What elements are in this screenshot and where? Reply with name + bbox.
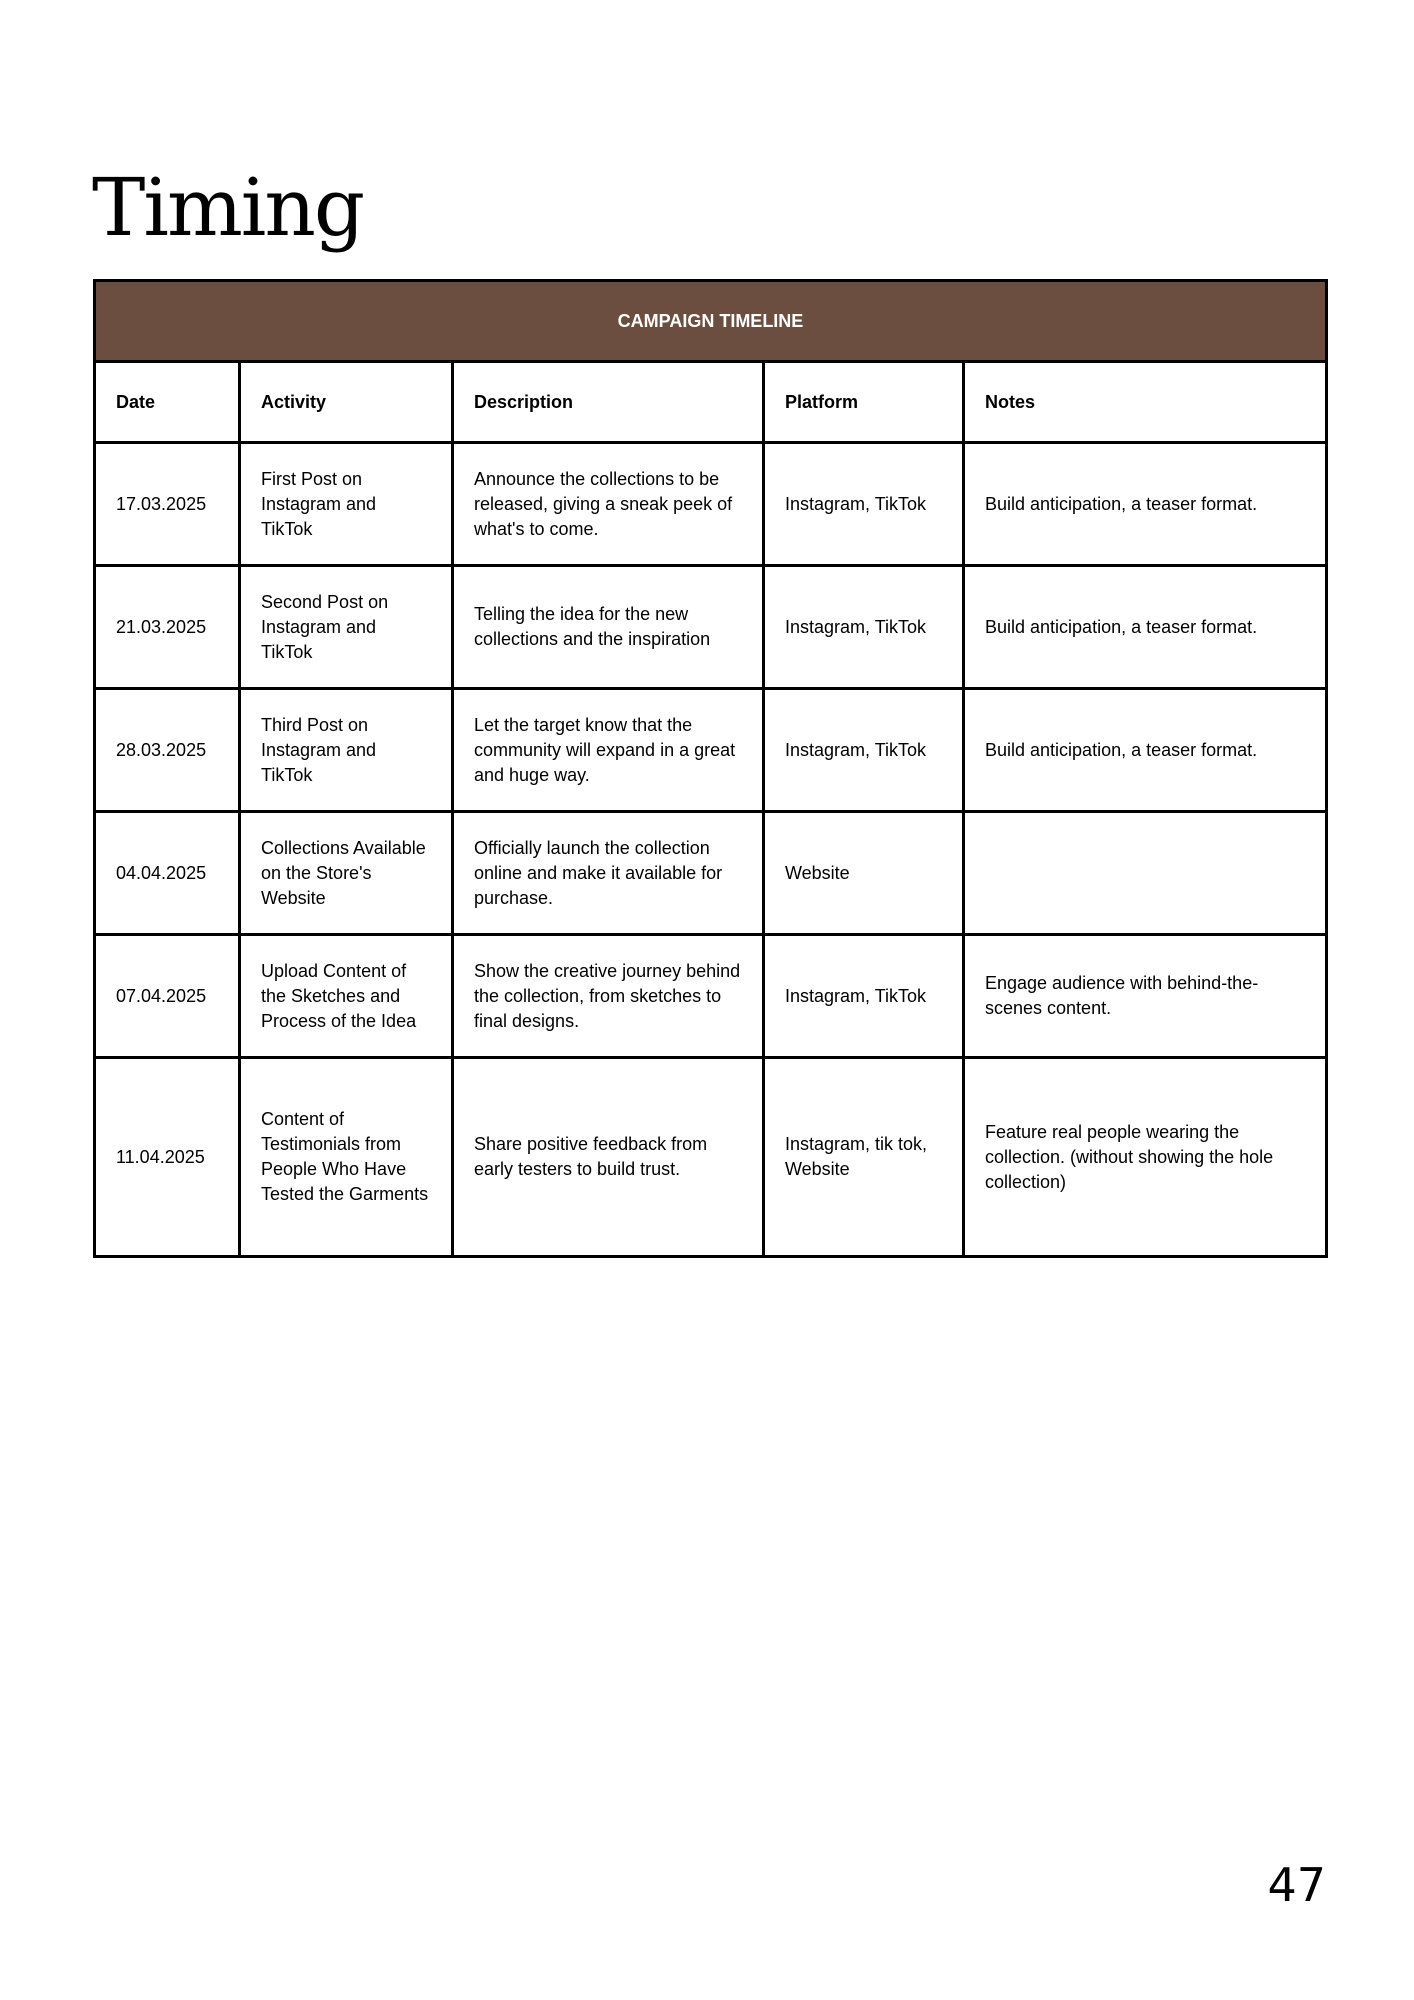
cell-platform: Instagram, TikTok [764, 689, 964, 812]
cell-description: Telling the idea for the new collections and the inspiration [453, 566, 764, 689]
cell-platform: Website [764, 812, 964, 935]
cell-activity: Third Post on Instagram and TikTok [240, 689, 453, 812]
cell-platform: Instagram, TikTok [764, 935, 964, 1058]
table-row [95, 566, 1327, 689]
cell-platform: Instagram, TikTok [764, 443, 964, 566]
page-title: Timing [92, 161, 364, 254]
column-header-date: Date [95, 362, 240, 443]
cell-description: Share positive feedback from early testers to build trust. [453, 1058, 764, 1257]
cell-activity: Second Post on Instagram and TikTok [240, 566, 453, 689]
cell-activity: Upload Content of the Sketches and Process of the Idea [240, 935, 453, 1058]
cell-activity: Collections Available on the Store's Website [240, 812, 453, 935]
column-header-activity: Activity [240, 362, 453, 443]
cell-date: 21.03.2025 [95, 566, 240, 689]
cell-date: 17.03.2025 [95, 443, 240, 566]
column-header-platform: Platform [764, 362, 964, 443]
column-header-description: Description [453, 362, 764, 443]
cell-date: 07.04.2025 [95, 935, 240, 1058]
table-row [95, 812, 1327, 935]
cell-description: Announce the collections to be released, giving a sneak peek of what's to come. [453, 443, 764, 566]
cell-platform: Instagram, TikTok [764, 566, 964, 689]
table-banner: CAMPAIGN TIMELINE [95, 281, 1327, 362]
cell-date: 11.04.2025 [95, 1058, 240, 1257]
campaign-timeline-table [93, 279, 1328, 1258]
cell-date: 28.03.2025 [95, 689, 240, 812]
table-row [95, 443, 1327, 566]
cell-platform: Instagram, tik tok, Website [764, 1058, 964, 1257]
cell-notes [964, 812, 1327, 935]
cell-activity: Content of Testimonials from People Who Have Tested the Garments [240, 1058, 453, 1257]
cell-notes: Build anticipation, a teaser format. [964, 566, 1327, 689]
cell-notes: Build anticipation, a teaser format. [964, 689, 1327, 812]
cell-description: Let the target know that the community will expand in a great and huge way. [453, 689, 764, 812]
page-number: 47 [1267, 1858, 1326, 1912]
cell-description: Show the creative journey behind the collection, from sketches to final designs. [453, 935, 764, 1058]
cell-notes: Engage audience with behind-the-scenes content. [964, 935, 1327, 1058]
column-header-notes: Notes [964, 362, 1327, 443]
cell-notes: Feature real people wearing the collection. (without showing the hole collection) [964, 1058, 1327, 1257]
cell-description: Officially launch the collection online and make it available for purchase. [453, 812, 764, 935]
cell-notes: Build anticipation, a teaser format. [964, 443, 1327, 566]
table-row [95, 689, 1327, 812]
table-row [95, 935, 1327, 1058]
table-row [95, 1058, 1327, 1257]
cell-activity: First Post on Instagram and TikTok [240, 443, 453, 566]
cell-date: 04.04.2025 [95, 812, 240, 935]
